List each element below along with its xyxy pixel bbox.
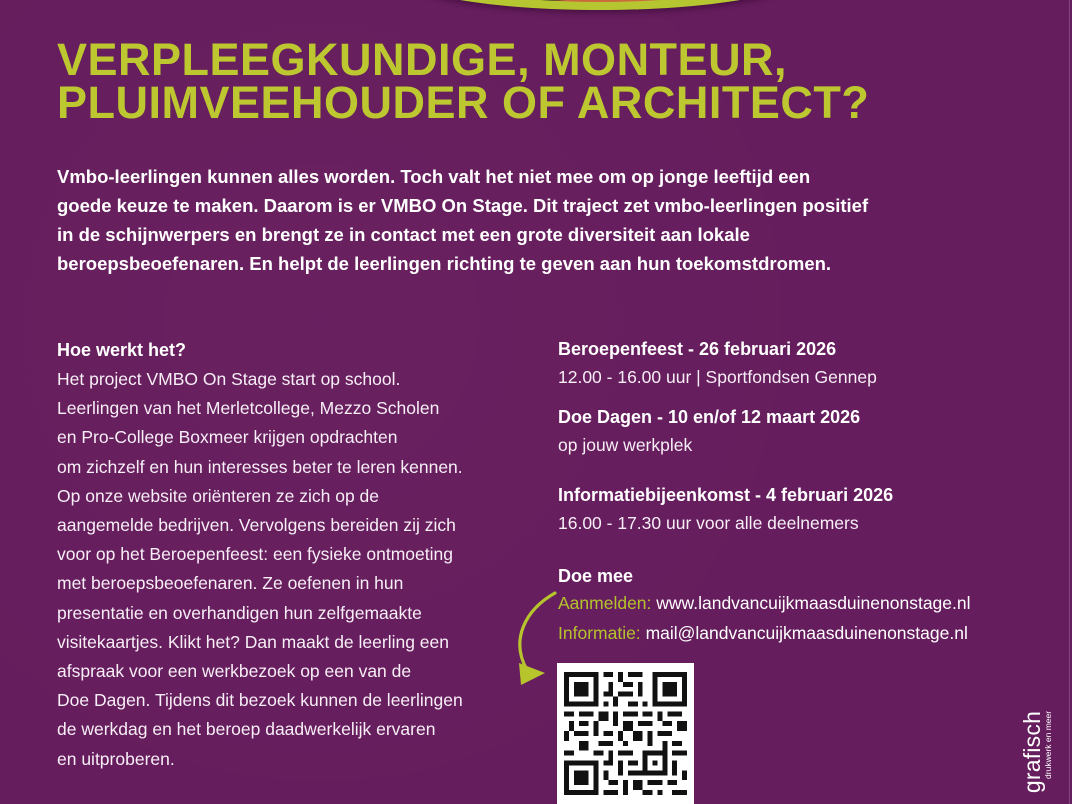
qr-code[interactable]: [557, 663, 694, 804]
intro-line: goede keuze te maken. Daarom is er VMBO On Stage. Dit traject zet vmbo-leerlingen positief: [57, 195, 869, 216]
body-line: voor op het Beroepenfeest: een fysieke ontmoeting: [57, 544, 453, 565]
intro-line: in de schijnwerpers en brengt ze in contact met een grote diversiteit aan lokale: [57, 224, 750, 245]
how-it-works-body: [57, 365, 527, 774]
event-doe-dagen: [558, 404, 1058, 460]
page-title: [57, 34, 1037, 128]
event-informatiebijeenkomst: [558, 482, 1058, 538]
intro-line: beroepsbeoefenaren. En helpt de leerlingen richting te geven aan hun toekomstdromen.: [57, 253, 832, 274]
body-line: om zichzelf en hun interesses beter te leren kennen.: [57, 456, 463, 477]
join-section: [558, 563, 1058, 648]
events-section: [558, 336, 1058, 550]
event-beroepenfeest: [558, 336, 1058, 392]
body-line: visitekaartjes. Klikt het? Dan maakt de leerling een: [57, 631, 450, 652]
body-line: Doe Dagen. Tijdens dit bezoek kunnen de leerlingen: [57, 690, 463, 711]
title-line-1: VERPLEEGKUNDIGE, MONTEUR,: [57, 34, 788, 85]
body-line: met beroepsbeoefenaren. Ze oefenen in hun: [57, 573, 404, 594]
printer-brand: grafisch: [1019, 710, 1045, 794]
event-title: Beroepenfeest - 26 februari 2026: [558, 339, 837, 359]
how-it-works-section: [57, 336, 527, 774]
page-edge-divider: [1069, 0, 1070, 804]
event-title: Informatiebijeenkomst - 4 februari 2026: [558, 485, 894, 505]
info-email-link[interactable]: mail@landvancuijkmaasduinenonstage.nl: [645, 622, 968, 643]
body-line: Leerlingen van het Merletcollege, Mezzo Scholen: [57, 398, 440, 419]
header-photo-ellipse: [400, 0, 800, 10]
body-line: presentatie en overhandigen hun zelfgemaakte: [57, 602, 422, 623]
register-line: [558, 589, 1058, 619]
event-detail: op jouw werkplek: [558, 435, 693, 455]
intro-paragraph: [57, 162, 1017, 278]
curved-arrow-icon: [505, 585, 565, 695]
title-line-2: PLUIMVEEHOUDER OF ARCHITECT?: [57, 77, 870, 128]
event-detail: 16.00 - 17.30 uur voor alle deelnemers: [558, 513, 859, 533]
register-label: Aanmelden:: [558, 593, 652, 613]
body-line: aangemelde bedrijven. Vervolgens bereiden zij zich: [57, 515, 456, 536]
info-line: [558, 619, 1058, 649]
intro-line: Vmbo-leerlingen kunnen alles worden. Toch valt het niet mee om op jonge leeftijd een: [57, 166, 811, 187]
qr-code-icon: [564, 670, 687, 797]
body-line: de werkdag en het beroep daadwerkelijk ervaren: [57, 719, 436, 740]
printer-logo: [1012, 700, 1062, 804]
event-title: Doe Dagen - 10 en/of 12 maart 2026: [558, 407, 861, 427]
body-line: afspraak voor een werkbezoek op een van de: [57, 661, 412, 682]
body-line: en uitproberen.: [57, 748, 175, 769]
header-photo: [430, 0, 770, 2]
body-line: en Pro-College Boxmeer krijgen opdrachten: [57, 427, 398, 448]
printer-tagline: drukwerk en meer: [1043, 710, 1053, 779]
info-label: Informatie:: [558, 622, 641, 643]
event-detail: 12.00 - 16.00 uur | Sportfondsen Gennep: [558, 367, 877, 387]
register-link[interactable]: www.landvancuijkmaasduinenonstage.nl: [656, 593, 971, 613]
body-line: Op onze website oriënteren ze zich op de: [57, 485, 379, 506]
body-line: Het project VMBO On Stage start op school.: [57, 369, 401, 389]
how-it-works-heading: Hoe werkt het?: [57, 340, 187, 360]
join-heading: Doe mee: [558, 566, 634, 586]
